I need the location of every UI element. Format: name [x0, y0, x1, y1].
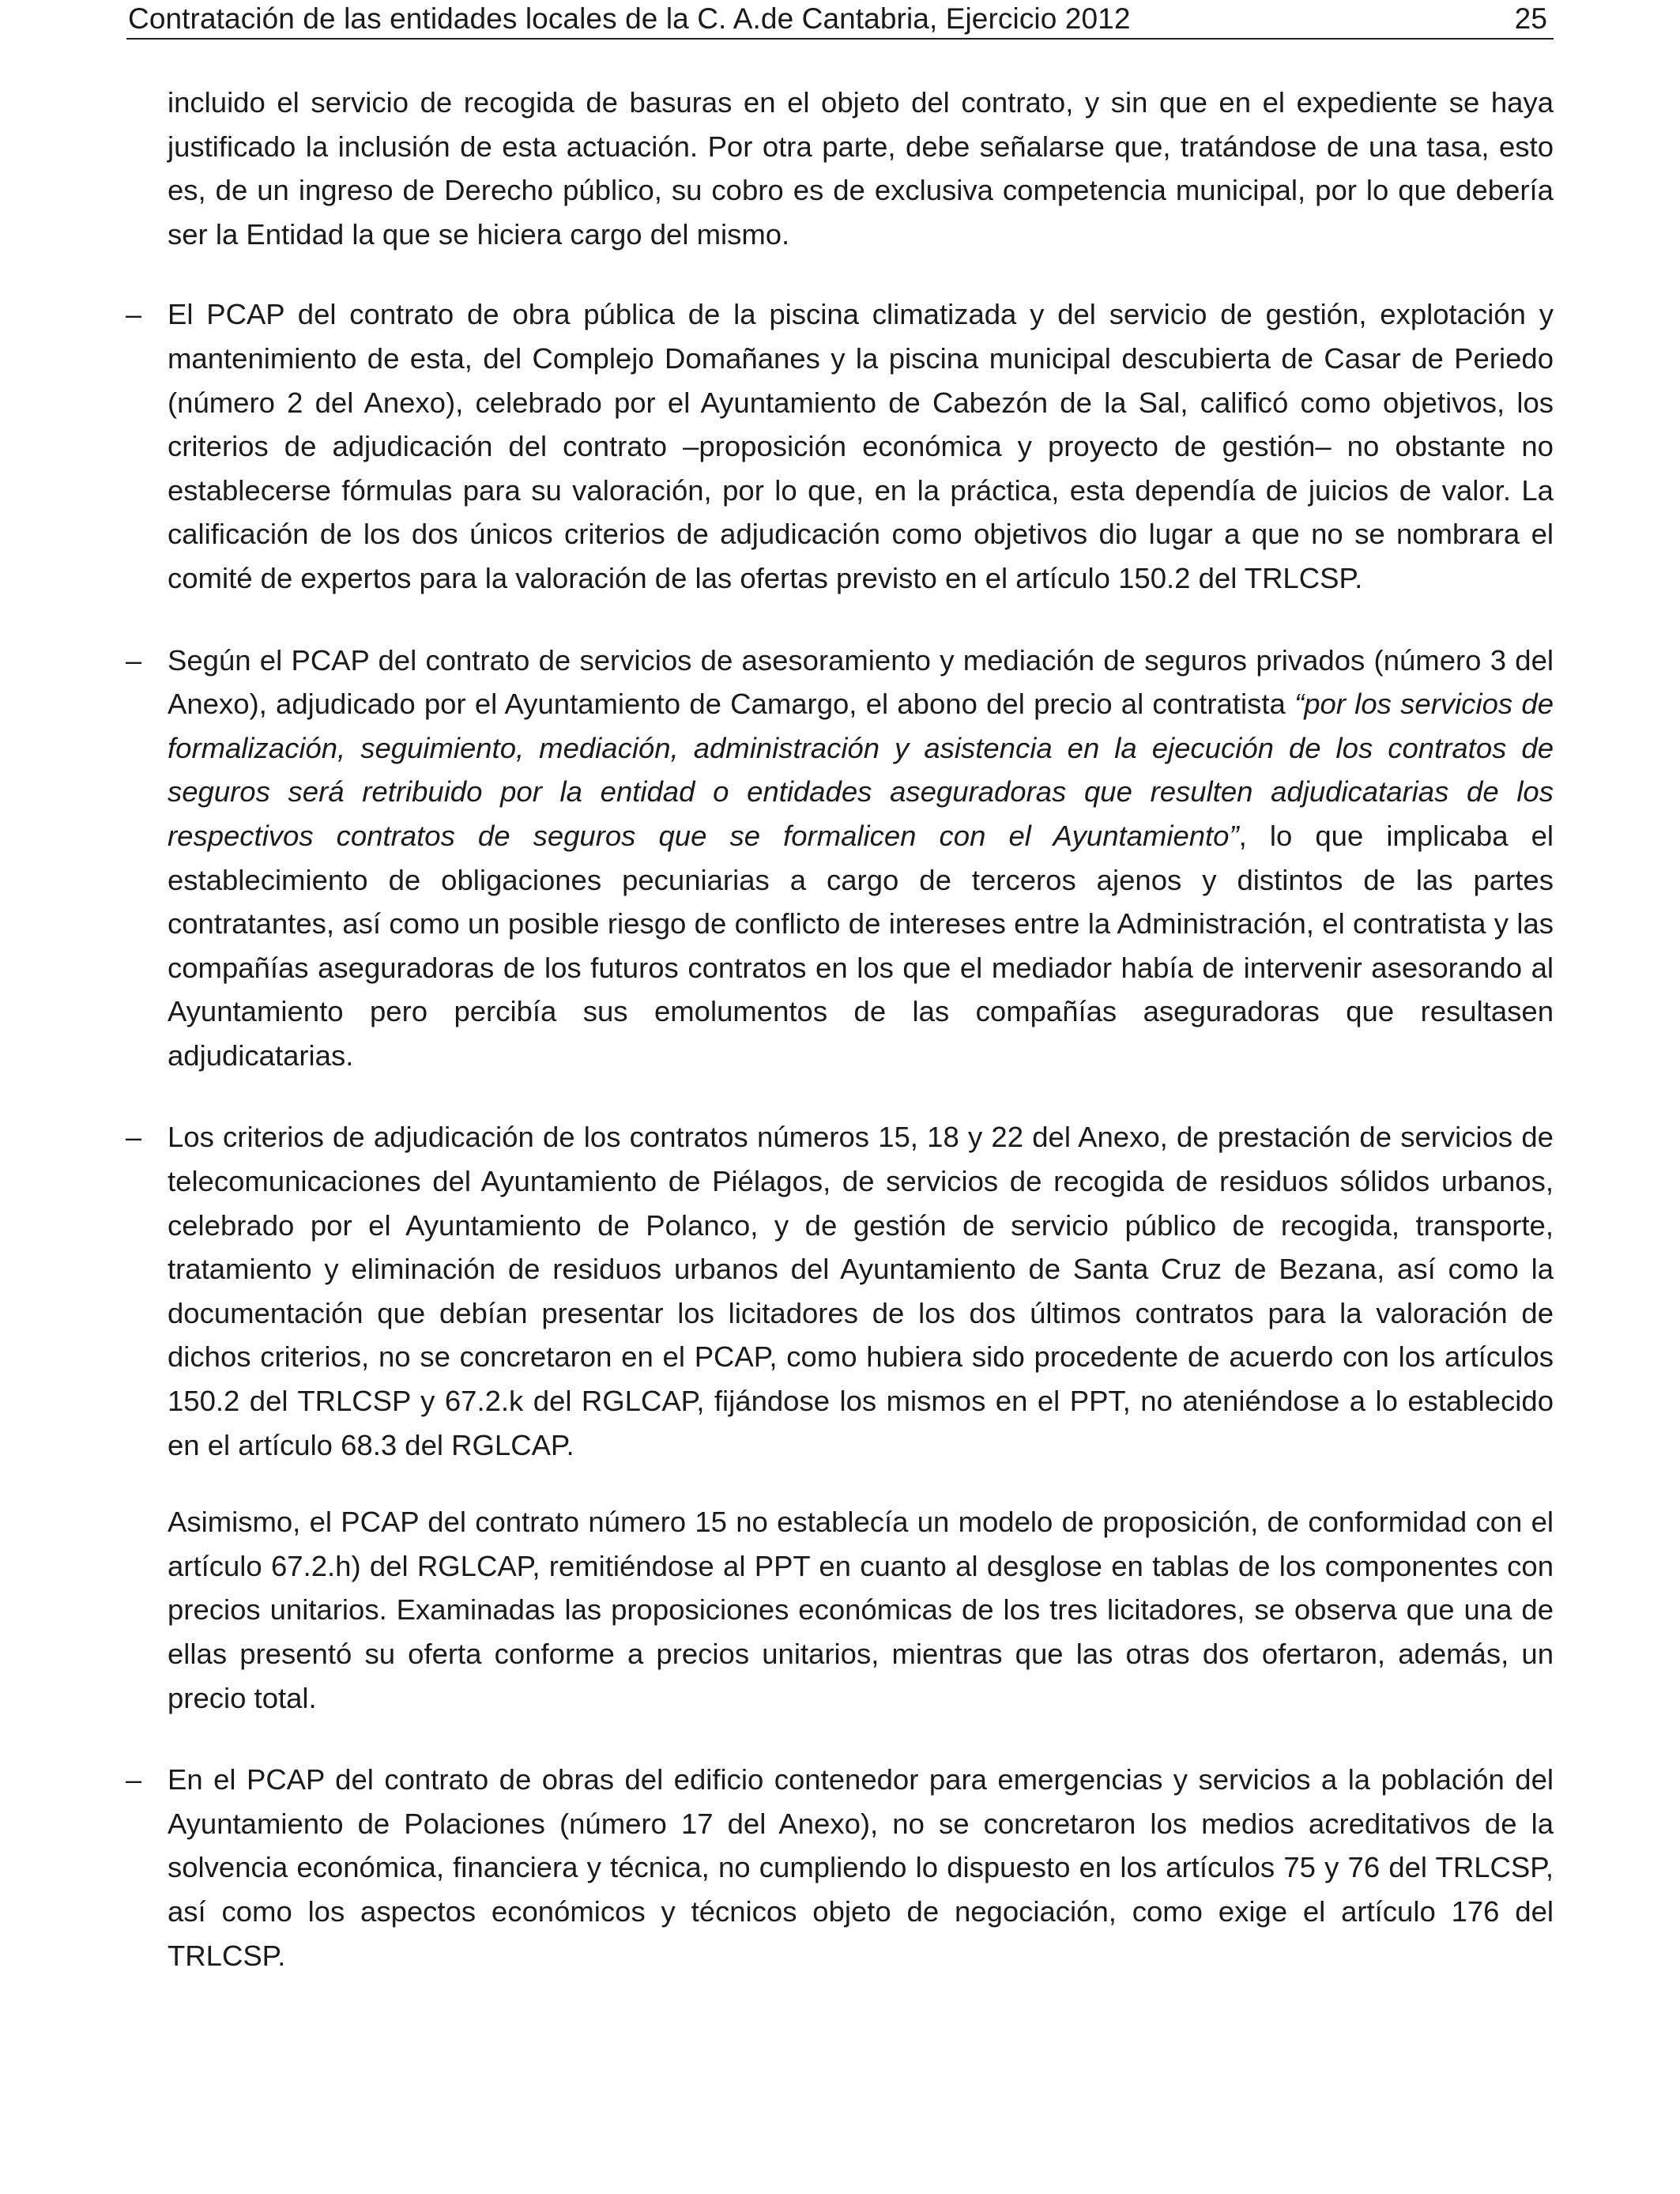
- list-item-text: Los criterios de adjudicación de los contratos números 15, 18 y 22 del Anexo, de prestación de servicios de telecomunicaciones del Ayuntamiento de Piélagos, de servicios de recogida de residuos sólidos urbanos, celebrado por el Ayuntamiento de Polanco, y de gestión de servicio público de recogida, transporte, tratamiento y eliminación de residuos urbanos del Ayuntamiento de Santa Cruz de Bezana, así como la documentación que debían presentar los licitadores de los dos últimos contratos para la valoración de dichos criterios, no se concretaron en el PCAP, como hubiera sido procedente de acuerdo con los artículos 150.2 del TRLCSP y 67.2.k del RGLCAP, fijándose los mismos en el PPT, no ateniéndose a lo establecido en el artículo 68.3 del RGLCAP.: [168, 1121, 1554, 1461]
- bullet-dash: –: [126, 1121, 142, 1154]
- list-item-text-continued: , lo que implicaba el establecimiento de obligaciones pecuniarias a cargo de terceros ajenos y distintos de las partes contratantes, así como un posible riesgo de conflicto de intereses entre la Administración, el contratista y las compañías aseguradoras de los futuros contratos en los que el mediador había de intervenir asesorando al Ayuntamiento pero percibía sus emolumentos de las compañías aseguradoras que resultasen adjudicatarias.: [168, 819, 1554, 1072]
- bullet-dash: –: [126, 1763, 142, 1796]
- document-body: [126, 81, 1554, 2015]
- paragraph-asimismo: Asimismo, el PCAP del contrato número 15 no establecía un modelo de proposición, de conformidad con el artículo 67.2.h) del RGLCAP, remitiéndose al PPT en cuanto al desglose en tablas de los componentes con precios unitarios. Examinadas las proposiciones económicas de los tres licitadores, se observa que una de ellas presentó su oferta conforme a precios unitarios, mientras que las otras dos ofertaron, además, un precio total.: [168, 1506, 1554, 1714]
- list-item-text: El PCAP del contrato de obra pública de la piscina climatizada y del servicio de gestión, explotación y mantenimiento de esta, del Complejo Domañanes y la piscina municipal descubierta de Casar de Periedo (número 2 del Anexo), celebrado por el Ayuntamiento de Cabezón de la Sal, calificó como objetivos, los criterios de adjudicación del contrato –proposición económica y proyecto de gestión– no obstante no establecerse fórmulas para su valoración, por lo que, en la práctica, esta dependía de juicios de valor. La calificación de los dos únicos criterios de adjudicación como objetivos dio lugar a que no se nombrara el comité de expertos para la valoración de las ofertas previsto en el artículo 150.2 del TRLCSP.: [168, 298, 1554, 594]
- list-item-criterios-adjudicacion: [126, 1115, 1554, 1467]
- list-item-seguros-privados: [126, 639, 1554, 1078]
- list-item-text: Según el PCAP del contrato de servicios de asesoramiento y mediación de seguros privados (número 3 del Anexo), adjudicado por el Ayuntamiento de Camargo, el abono del precio al contratista: [168, 643, 1554, 721]
- bullet-dash: –: [126, 643, 142, 677]
- bullet-dash: –: [126, 298, 142, 331]
- header-title: Contratación de las entidades locales de la C. A.de Cantabria, Ejercicio 2012: [128, 2, 1131, 35]
- list-item-polaciones: [126, 1758, 1554, 1977]
- quoted-clause: “por los servicios de formalización, seguimiento, mediación, administración y asistencia en la ejecución de los contratos de seguros será retribuido por la entidad o entidades aseguradoras que resulten adjudicatarias de los respectivos contratos de seguros que se formalicen con el Ayuntamiento”: [168, 688, 1554, 852]
- page-header: [126, 0, 1554, 40]
- paragraph-continuation: incluido el servicio de recogida de basuras en el objeto del contrato, y sin que en el expediente se haya justificado la inclusión de esta actuación. Por otra parte, debe señalarse que, tratándose de una tasa, esto es, de un ingreso de Derecho público, su cobro es de exclusiva competencia municipal, por lo que debería ser la Entidad la que se hiciera cargo del mismo.: [168, 86, 1554, 251]
- page-number: 25: [1514, 2, 1547, 35]
- list-item-text: En el PCAP del contrato de obras del edificio contenedor para emergencias y servicios a la población del Ayuntamiento de Polaciones (número 17 del Anexo), no se concretaron los medios acreditativos de la solvencia económica, financiera y técnica, no cumpliendo lo dispuesto en los artículos 75 y 76 del TRLCSP, así como los aspectos económicos y técnicos objeto de negociación, como exige el artículo 176 del TRLCSP.: [168, 1763, 1554, 1972]
- list-item-piscina-climatizada: [126, 292, 1554, 600]
